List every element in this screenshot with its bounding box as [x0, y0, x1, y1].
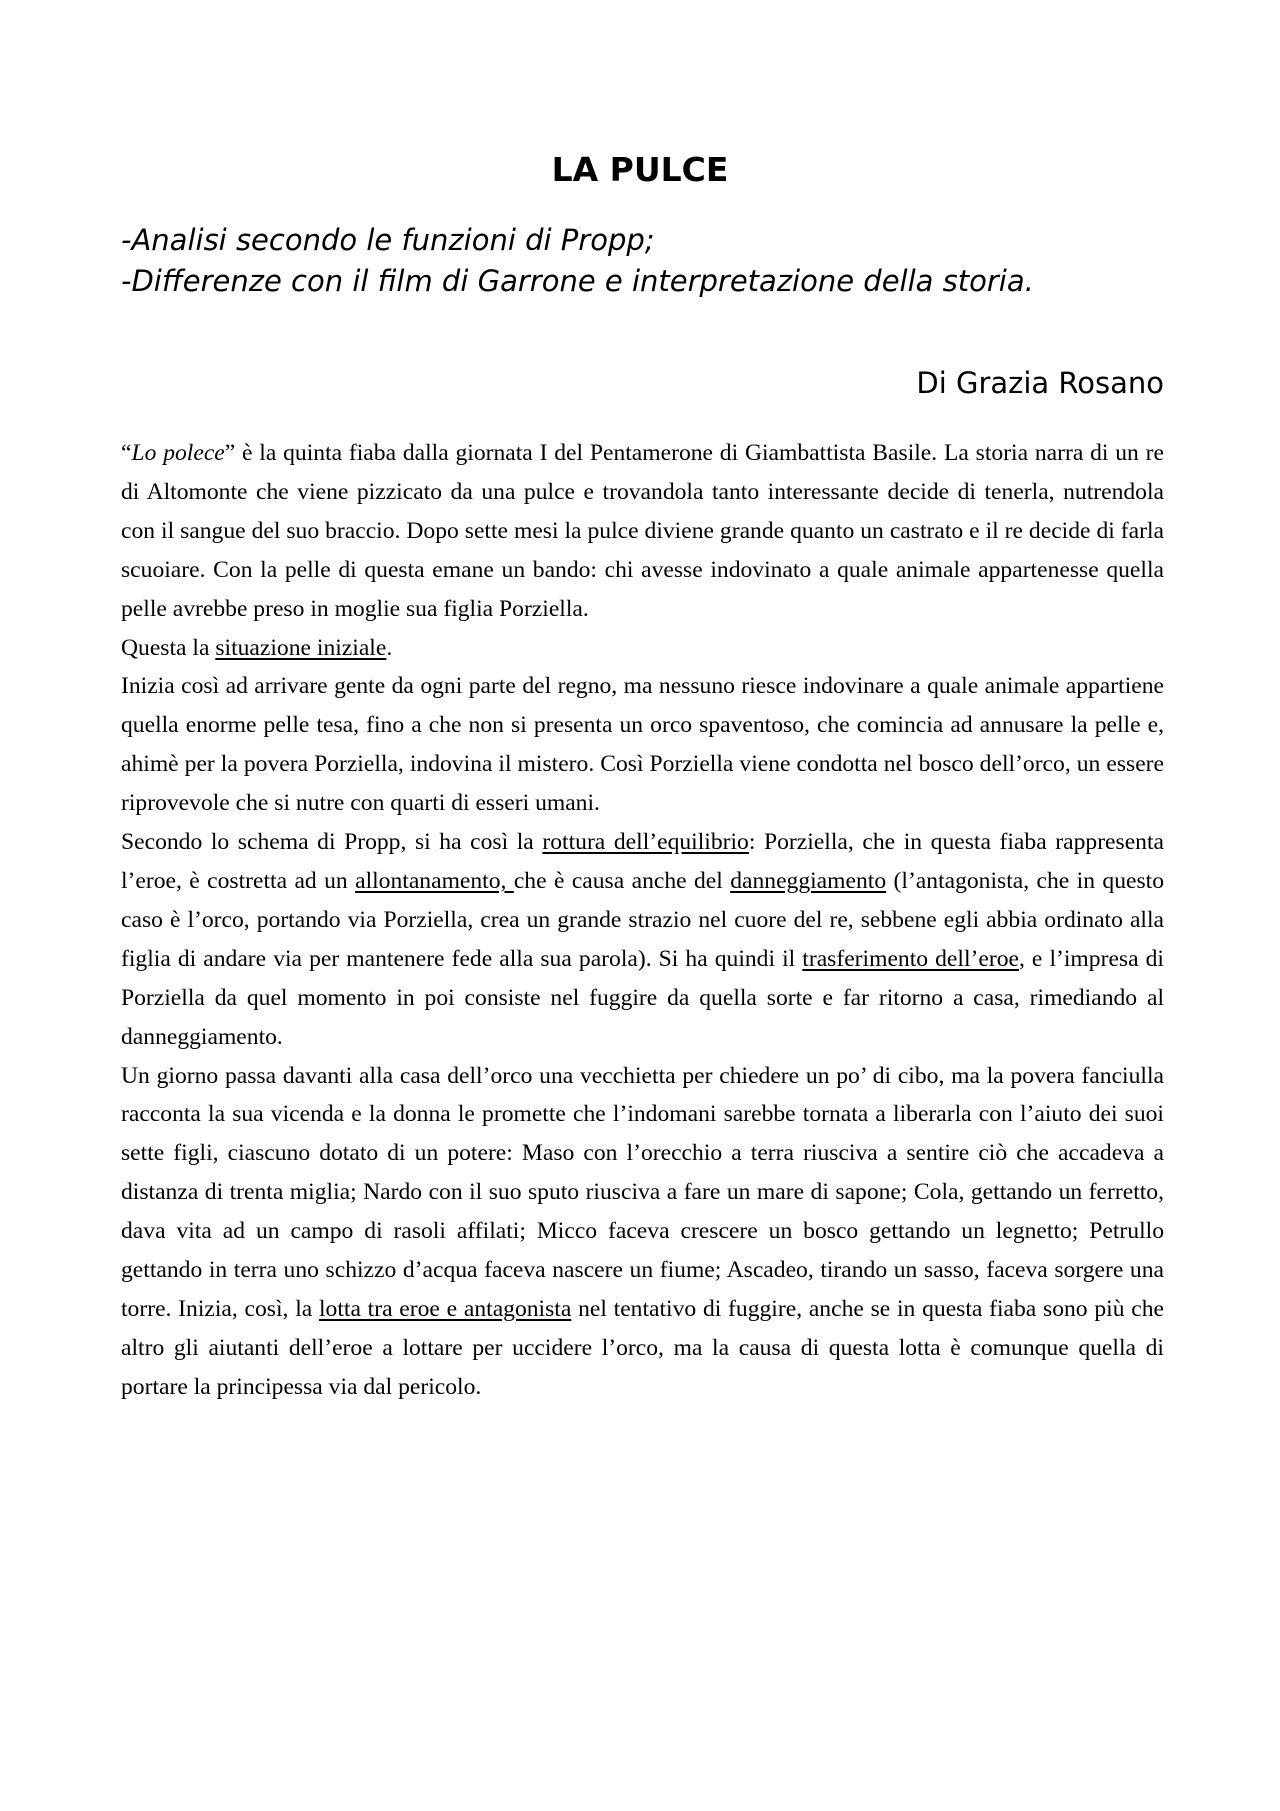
text-run: che è causa anche del — [513, 867, 731, 894]
underlined-term: trasferimento dell’eroe — [802, 945, 1019, 972]
subtitle-line: -Differenze con il film di Garrone e interpretazione della storia. — [121, 263, 1034, 298]
text-run: . — [386, 634, 393, 661]
text-run: Questa la — [121, 634, 216, 661]
paragraph — [121, 629, 1164, 668]
text-run: : Porziella, che in questa fiaba rappresenta l’eroe, è costretta ad un — [121, 829, 1164, 894]
underlined-term: allontanamento, — [355, 867, 514, 894]
text-run: Un giorno passa davanti alla casa dell’orco una vecchietta per chiedere un po’ di cibo, ma la povera fanciulla racconta la sua vicenda e la donna le promette che l’indomani sarebbe tornata a liberarla con l’aiuto dei suoi sette figli, ciascuno dotato di un potere: Maso con l’orecchio a terra riusciva a sentire ciò che accadeva a distanza di trenta miglia; Nardo con il suo sputo riusciva a fare un mare di sapone; Cola, gettando un ferretto, dava vita ad un campo di rasoli affilati; Micco faceva crescere un bosco gettando un legnetto; Petrullo gettando in terra uno schizzo d’acqua faceva nascere un fiume; Ascadeo, tirando un sasso, faceva sorgere una torre. Inizia, così, la — [121, 1062, 1164, 1322]
italic-title: Lo polece — [131, 440, 225, 466]
underlined-term: lotta tra eroe e antagonista — [318, 1295, 572, 1322]
text-run: “ — [121, 440, 132, 466]
text-run: nel tentativo di fuggire, anche se in questa fiaba sono più che altro gli aiutanti dell’eroe a lottare per uccidere l’orco, ma la causa di questa lotta è comunque quella di portare la principessa via dal pericolo. — [121, 1295, 1164, 1400]
text-run: , e l’impresa di Porziella da quel momento in poi consiste nel fuggire da quella sorte e far ritorno a casa, rimediando al danneggiamento. — [121, 945, 1164, 1050]
text-run: (l’antagonista, che in questo caso è l’orco, portando via Porziella, crea un grande strazio nel cuore del re, sebbene egli abbia ordinato alla figlia di andare via per mantenere fede alla sua parola). Si ha quindi il — [121, 867, 1164, 972]
text-run: Secondo lo schema di Propp, si ha così la — [121, 829, 543, 856]
document-body — [121, 434, 1164, 1407]
underlined-term: rottura dell’equilibrio — [542, 829, 749, 856]
text-run: ” è la quinta fiaba dalla giornata I del Pentamerone di Giambattista Basile. La storia narra di un re di Altomonte che viene pizzicato da una pulce e trovandola tanto interessante decide di tenerla, nutrendola con il sangue del suo braccio. Dopo sette mesi la pulce diviene grande quanto un castrato e il re decide di farla scuoiare. Con la pelle di questa emane un bando: chi avesse indovinato a quale animale appartenesse quella pelle avrebbe preso in moglie sua figlia Porziella. — [121, 440, 1164, 622]
underlined-term: situazione iniziale — [215, 634, 387, 661]
paragraph — [121, 1057, 1164, 1407]
paragraph — [121, 823, 1164, 1056]
author-byline: Di Grazia Rosano — [916, 366, 1164, 400]
text-run: Inizia così ad arrivare gente da ogni parte del regno, ma nessuno riesce indovinare a quale animale appartiene quella enorme pelle tesa, fino a che non si presenta un orco spaventoso, che comincia ad annusare la pelle e, ahimè per la povera Porziella, indovina il mistero. Così Porziella viene condotta nel bosco dell’orco, un essere riprovevole che si nutre con quarti di esseri umani. — [121, 673, 1164, 817]
underlined-term: danneggiamento — [730, 867, 887, 894]
subtitle-line: -Analisi secondo le funzioni di Propp; — [121, 223, 655, 257]
paragraph — [121, 667, 1164, 823]
paragraph — [121, 434, 1164, 629]
document-title: LA PULCE — [551, 150, 729, 189]
document-subtitle — [121, 220, 1171, 301]
